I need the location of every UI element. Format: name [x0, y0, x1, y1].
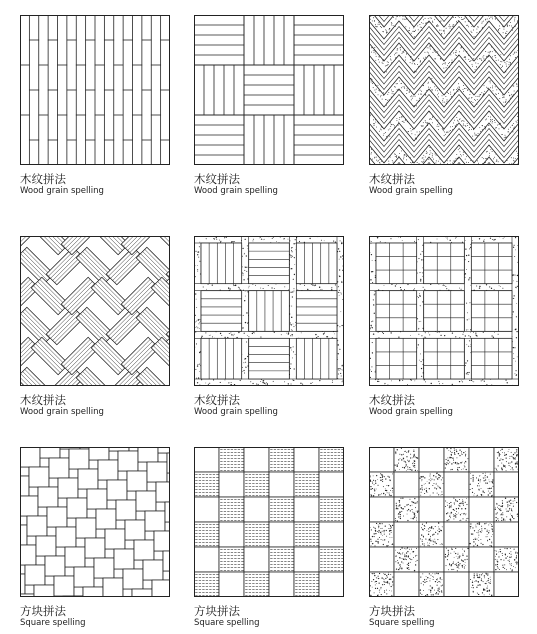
pattern-title-cn: 木纹拼法: [194, 172, 240, 186]
pattern-title-en: Wood grain spelling: [369, 186, 453, 196]
pattern-title-en: Square spelling: [20, 618, 86, 628]
wood-diagonal-weave-tile: [20, 236, 170, 386]
pattern-title-cn: 方块拼法: [369, 604, 415, 618]
wood-stagger-tile: [20, 15, 170, 165]
pattern-title-cn: 木纹拼法: [369, 393, 415, 407]
square-checker-dots-tile: [369, 447, 519, 597]
pattern-title-en: Wood grain spelling: [194, 407, 278, 417]
wood-herringbone-tile: [369, 15, 519, 165]
pattern-title-cn: 木纹拼法: [20, 393, 66, 407]
pattern-title-cn: 木纹拼法: [194, 393, 240, 407]
pattern-title-en: Wood grain spelling: [194, 186, 278, 196]
pattern-title-en: Wood grain spelling: [20, 186, 104, 196]
pattern-title-cn: 木纹拼法: [20, 172, 66, 186]
pattern-title-cn: 方块拼法: [20, 604, 66, 618]
pattern-title-en: Wood grain spelling: [20, 407, 104, 417]
pattern-title-cn: 木纹拼法: [369, 172, 415, 186]
pattern-title-en: Square spelling: [194, 618, 260, 628]
square-pinwheel-tile: [20, 447, 170, 597]
pattern-title-cn: 方块拼法: [194, 604, 240, 618]
wood-grid-border-tile: [369, 236, 519, 386]
wood-basket-tile: [194, 15, 344, 165]
wood-basket-border-tile: [194, 236, 344, 386]
square-checker-hatch-tile: [194, 447, 344, 597]
pattern-title-en: Wood grain spelling: [369, 407, 453, 417]
pattern-title-en: Square spelling: [369, 618, 435, 628]
